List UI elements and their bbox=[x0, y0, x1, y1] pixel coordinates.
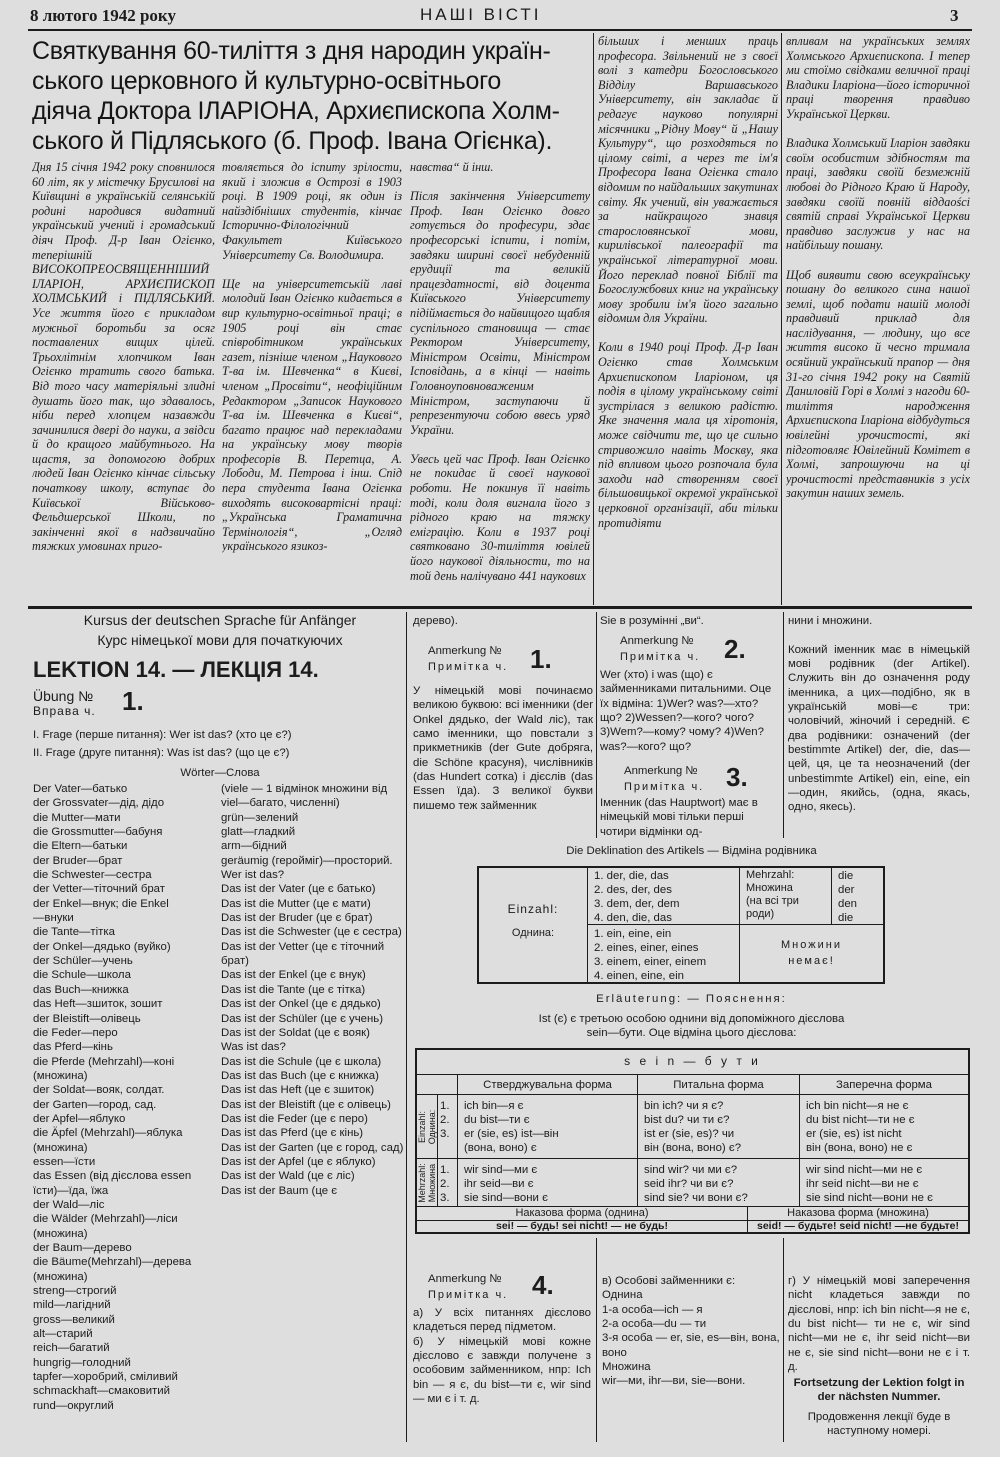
sei-form: sei! — будь! bbox=[496, 1220, 559, 1232]
negative-singular: ich bin nicht—я не є du bist nicht—ти не є er (sie, es) ist nicht він (вона, воно) не є bbox=[799, 1094, 968, 1158]
anmerkung-4-uk: Примітка ч. bbox=[428, 1289, 509, 1301]
imperative-plural-forms bbox=[747, 1220, 968, 1232]
anmerkung-1-de: Anmerkung № bbox=[428, 645, 502, 657]
phrase-list: (viele — 1 відмінок множини від viel—багато, численні) grün—зелений glatt—гладкий arm—бідний geräumig (геройміг)—просторий. Wer ist das? Das ist der Vater (це є батько) Das ist die Mutter (це є мати) Das ist der Bruder (це є брат) Das ist die Schwester (це є сестра) Das ist der Vetter (це є тіточний брат) Das ist der Enkel (це є внук) Das ist die Tante (це є тітка) Das ist der Onkel (це є дядько) Das ist der Schüler (це є учень) Das ist der Soldat (це є вояк) Was ist das? Das ist die Schule (це є школа) Das ist das Buch (це є книжка) Das ist das Heft (це є зшиток) Das ist der Bleistift (це є олівець) Das ist die Feder (це є перо) Das ist das Pferd (це є кінь) Das ist der Garten (це є город, сад) Das ist der Apfel (це є яблуко) Das ist der Wald (це є ліс) Das ist der Baum (це є bbox=[221, 783, 404, 1197]
header-spacer bbox=[417, 1074, 457, 1094]
plural-article-forms: die der den die bbox=[831, 868, 883, 924]
deklination-title: Die Deklination des Artikels — Відміна родівника bbox=[566, 845, 817, 857]
sein-conjugation-table bbox=[415, 1048, 970, 1234]
erlaeuterung-text: Ist (є) є третьою особою однини від допоміжного дієслова sein—бути. Оце відміна цього дієслова: bbox=[538, 1013, 845, 1040]
imperative-plural-heading: Наказова форма (множина) bbox=[747, 1206, 968, 1220]
woerter-heading: Wörter—Слова bbox=[180, 767, 260, 779]
anmerkung-3-de: Anmerkung № bbox=[624, 765, 698, 777]
seid-form: seid! — будьте! bbox=[757, 1220, 837, 1232]
imperative-singular-heading: Наказова форма (однина) bbox=[417, 1206, 747, 1220]
frage-2: II. Frage (друге питання): Was ist das? (що це є?) bbox=[33, 747, 290, 759]
sei-nicht-form: sei nicht! — не будь! bbox=[561, 1220, 668, 1232]
issue-date: 8 лютого 1942 року bbox=[30, 6, 176, 25]
header-affirmative: Стверджувальна форма bbox=[457, 1074, 637, 1094]
odnyna-label: Однина: bbox=[511, 927, 555, 939]
imperative-singular-forms bbox=[417, 1220, 747, 1232]
erlaeuterung-title: Erläuterung: — Пояснення: bbox=[596, 993, 787, 1005]
anmerkung-2-text: Wer (хто) і was (що) є займенниками питальними. Оце їх відміна: 1)Wer? was?—хто? що? 2)Wessen?—кого? чого? 3)Wem?—кому? чому? 4)Wen? was?—кого? що? bbox=[600, 669, 772, 753]
mehrzahl-label: Mehrzahl: Множина (на всі три роди) bbox=[739, 868, 831, 924]
column-rule bbox=[783, 612, 784, 838]
article-column-1: Дня 15 січня 1942 року сповнилося 60 літ, як у містечку Брусилові на Київщині в українській селянській родині народився видатний український учений і громадський діяч Проф. Д-р Іван Огієнко, теперішній ВИСОКОПРЕОСВЯЩЕННІШИЙ ІЛАРІОН, АРХИЄПИСКОП ХОЛМСЬКИЙ і ПІДЛЯСЬКИЙ. Усе життя його є прикладом мужньої боротьби за осяг поставлених вищих цілей. Трьохлітнім хлопчиком Іван Огієнко тратить свого батька. Від того часу матеріяльні злидні душать його так, що здавалось, ніби перед хлопцем назавжди зачинилися двері до науки, а звідси й до кращого майбутнього. На щастя, за допомогою добрих людей Іван Огієнко кінчає сільську початкову школу, вступає до Київської Військово-Фельдшерської Школи, по закінченні якої в надзвичайно тяжких умовинах приго- bbox=[32, 160, 215, 554]
header-question: Питальна форма bbox=[637, 1074, 799, 1094]
seid-nicht-form: seid nicht! —не будьте! bbox=[839, 1220, 959, 1232]
sein-title: s e i n — б у т и bbox=[624, 1054, 761, 1068]
definite-article-forms: 1. der, die, das 2. des, der, des 3. dem, der, dem 4. den, die, das bbox=[587, 868, 739, 924]
column-rule bbox=[781, 33, 782, 605]
article-column-5: впливам на українських землях Холмського Архиєпископа. І тепер ми стоїмо свідками величної праці Владики Іларіона—його історичної праці творення правдиво Української Церкви. Владика Холмський Іларіон завдяки своїм особистим здібностям та праці, завдяки своїй безмежній любові до Рідного Краю й Народу, завдяки своїй повній віддаości святій справі Української Церкви правдиво заслужив у нас на найбільшу пошану. Щоб виявити свою всеукраїнську пошану до великого сина нашої землі, щоб подати нашій молоді правдивий приклад для наслідування, — людину, що все життя високо й чесно тримала осяйний український прапор — дня 31-го січня 1942 року на Святій Даниловій Горі в Холмі з нагоди 60-тиліття народження Архиєпископа Іларіона відбудуться ювілейні урочистості, які підготовляє Ювілейний Комітет в Холмі, запрошуючи на ці урочистості представників з усіх закутин наших земель. bbox=[786, 34, 970, 501]
negative-plural: wir sind nicht—ми не є ihr seid nicht—ви не є sie sind nicht—вони не є bbox=[799, 1158, 968, 1206]
newspaper-title: НАШІ ВІСТІ bbox=[420, 5, 542, 24]
question-singular: bin ich? чи я є? bist du? чи ти є? ist er (sie, es)? чи він (вона, воно) є? bbox=[637, 1094, 799, 1158]
column-rule bbox=[596, 612, 597, 838]
anmerkung-1-number: 1. bbox=[530, 644, 552, 674]
numbers-plural: 1. 2. 3. bbox=[437, 1158, 457, 1206]
einzahl-label: Einzahl: bbox=[507, 902, 559, 916]
article-column-2: товляється до іспиту зрілости, який і зложив в Острозі в 1903 році. В 1909 році, як один із найздібніших студентів, кінчає Історично-Філологічний Факультет Київського Університету Св. Володимира. Ще на університетській лаві молодий Іван Огієнко кидається в вир культурно-освітньої праці; в 1905 році він стає співробітником українських газет, пізніше членом „Наукового Т-ва ім. Шевченка“ в Києві, членом „Просвіти“, неофіційним Редактором „Записок Наукового Т-ва ім. Шевченка в Києві“, багато працює над перекладами на українську мову творів професорів В. Перетца, А. Лободи, М. Петрова і інш. Спід пера студента Івана Огієнка виходять високовартісні праці: „Українська Граматична Термінологія“, „Огляд українського язикоз- bbox=[222, 160, 402, 554]
einzahl-vertical-label: Einzahl: Однина: bbox=[417, 1109, 437, 1145]
numbers-singular: 1. 2. 3. bbox=[437, 1094, 457, 1158]
indefinite-article-forms: 1. ein, eine, ein 2. eines, einer, eines 3. einem, einer, einem 4. einen, eine, ein bbox=[587, 924, 739, 982]
header-rule bbox=[28, 29, 972, 31]
column-rule bbox=[783, 1238, 784, 1442]
lektion-heading: LEKTION 14. — ЛЕКЦІЯ 14. bbox=[33, 657, 319, 682]
anmerkung-2-number: 2. bbox=[724, 634, 746, 664]
course-title-uk: Курс німецької мови для початкуючих bbox=[97, 632, 343, 648]
uebung-number: 1. bbox=[122, 686, 144, 716]
course-title-de: Kursus der deutschen Sprache für Anfänger bbox=[83, 612, 357, 628]
mehrzahl-vertical-label: Mehrzahl: Множина bbox=[417, 1163, 437, 1203]
continuation-derevo: дерево). bbox=[413, 615, 458, 627]
column-rule bbox=[596, 1238, 597, 1442]
column-rule bbox=[593, 33, 594, 605]
article-column-4: більших і менших праць професора. Звільнений не з своєї волі з катедри Богословського Відділу Варшавського Університету, він закладає й редагує науково популярні місячники „Рідну Мову“ й „Нашу Культуру“, що розходяться по цілому світі, а через те ім'я Професора Івана Огієнка стало відомим по найдальших закутинах світу. Як учений, він уважається за найкращого знавця старословянської мови, кирилівської палеографії та української літературної мови. Його переклад повної Біблії та Богослужбових книг на українську мову зробили ім'я його загально відомим для України. Коли в 1940 році Проф. Д-р Іван Огієнко став Холмським Архиєпископом Іларіоном, ця подія в цілому українському світі зустрілася з великою радістю. Яке значення мала ця хіротонія, може свідчити те, що це сильно стривожило навіть Москву, яка під впливом цього розпочала була заходи над створенням своєї більшовицької окремої української церковної організації, аби тільки протидіяти bbox=[598, 34, 778, 530]
anmerkung-1-uk: Примітка ч. bbox=[428, 661, 509, 673]
anmerkung-3-text: Іменник (das Hauptwort) має в німецькій мові тільки перші чотири відмінки од- bbox=[600, 797, 758, 838]
page-number: 3 bbox=[950, 6, 959, 25]
anmerkung-2-pre: Sie в розумінні „ви“. bbox=[600, 615, 704, 627]
anmerkung-4-text: а) У всіх питаннях дієслово кладеться перед підметом. б) У німецькій мові кожне дієслово є завжди получене з особовим займенником, нпр: Ich bin — я є, du bist—ти є, wir sind — ми є і т. д. bbox=[413, 1307, 591, 1406]
anmerkung-1-text: У німецькій мові починаємо великою буквою: всі іменники (der Onkel дядько, der Wald ліс), так само іменники, що повстали з прикметників (der Gute добряга, die Schöne красуня), числівників (das Hundert сотка) і дієслів (das Essen їда). З великої букви пишемо теж займенник bbox=[413, 685, 593, 812]
anmerkung-3-number: 3. bbox=[726, 762, 748, 792]
affirmative-singular: ich bin—я є du bist—ти є er (sie, es) ist—він (вона, воно) є bbox=[457, 1094, 637, 1158]
article-column-3: навства“ й інш. Після закінчення Університету Проф. Іван Огієнко довго готується до професури, здає професорські іспити, і потім, завдяки ширині своєї небуденній ерудиції та великій працездатності, від доцента Київського Університету підіймається до найвищого щабля суспільного становища — стає Ректором Університету, Міністром Освіти, Міністром Ісповідань, а в кінці — навіть Головноуповноваженим Міністром, заступаючи й репрезентуючи собою ввесь уряд України. Увесь цей час Проф. Іван Огієнко не покидає й своєї наукової роботи. Не покинув її навіть тоді, коли доля вигнала його з рідного краю на тяжку еміграцію. Коли в 1937 році святковано 30-тиліття ювілей його наукової діяльности, то на той день налічувано 441 наукових bbox=[410, 160, 590, 583]
uebung-de: Übung № bbox=[33, 688, 94, 704]
uebung-uk: Вправа ч. bbox=[33, 704, 96, 718]
fortsetzung-de: Fortsetzung der Lektion folgt in der nächsten Nummer. bbox=[793, 1377, 965, 1404]
header-negative: Заперечна форма bbox=[799, 1074, 968, 1094]
vocabulary-list: Der Vater—батько der Grossvater—дід, дідо die Mutter—мати die Grossmutter—бабуня die Eltern—батьки der Bruder—брат die Schwester—сестра der Vetter—тіточний брат der Enkel—внук; die Enkel —внуки die Tante—тітка der Onkel—дядько (вуйко) der Schüler—учень die Schule—школа das Buch—книжка das Heft—зшиток, зошит der Bleistift—олівець die Feder—перо das Pferd—кінь die Pferde (Mehrzahl)—коні (множина) der Soldat—вояк, солдат. der Garten—город, сад. der Apfel—яблуко die Äpfel (Mehrzahl)—яблука (множина) essen—їсти das Essen (від дієслова essen їсти)—їда, їжа der Wald—ліс die Wälder (Mehrzahl)—ліси (множина) der Baum—дерево die Bäume(Mehrzahl)—дерева (множина) streng—строгий mild—лагідний gross—великий alt—старий reich—багатий hungrig—голодний tapfer—хоробрий, сміливий schmackhaft—смаковитий rund—округлий bbox=[33, 783, 192, 1412]
negation-note: г) У німецькій мові заперечення nicht кладеться завжди по дієслові, нпр: ich bin nicht—я не є, du bist nicht— ти не є, wir sind nicht—ми не є, ihr seid nicht—ви не є, sie sind nicht—вони не є і т. д. bbox=[788, 1275, 970, 1374]
anmerkung-2-de: Anmerkung № bbox=[620, 635, 694, 647]
anmerkung-3-uk: Примітка ч. bbox=[624, 781, 705, 793]
article-headline: Святкування 60-тиліття з дня народин україн- ського церковного й культурно-освітнього діяча Доктора ІЛАРІОНА, Архиєпископа Холм- ського й Підляського (б. Проф. Івана Огієнка). bbox=[32, 37, 560, 155]
frage-1: I. Frage (перше питання): Wer ist das? (хто це є?) bbox=[33, 729, 292, 741]
question-plural: sind wir? чи ми є? seid ihr? чи ви є? sind sie? чи вони є? bbox=[637, 1158, 799, 1206]
artikel-explanation: нини і множини. Кожний іменник має в німецькій мові родівник (der Artikel). Служить він до означення роду іменника, а цих—подібно, як в українській мові—є три: чоловічий, жіночий і середній. Є два родівники: означений (der bestimmte Artikel) der, die, das—цей, ця, це та неозначений (der unbestimmte Artikel) ein, eine, ein—один, якийсь, (одна, якась, одно, якесь). bbox=[788, 615, 970, 814]
anmerkung-4-number: 4. bbox=[532, 1270, 554, 1300]
affirmative-plural: wir sind—ми є ihr seid—ви є sie sind—вони є bbox=[457, 1158, 637, 1206]
anmerkung-2-uk: Примітка ч. bbox=[620, 651, 701, 663]
section-rule bbox=[28, 606, 972, 609]
anmerkung-4-de: Anmerkung № bbox=[428, 1273, 502, 1285]
no-plural-note: Множини немає! bbox=[739, 924, 883, 982]
personal-pronouns: в) Особові займенники є: Однина 1-а особа—ich — я 2-а особа—du — ти 3-я особа — er, sie, es—він, вона, воно Множина wir—ми, ihr—ви, sie—вони. bbox=[602, 1275, 780, 1388]
fortsetzung-uk: Продовження лекції буде в наступному номері. bbox=[807, 1411, 951, 1438]
column-rule bbox=[406, 612, 407, 1442]
declension-table bbox=[477, 866, 885, 984]
